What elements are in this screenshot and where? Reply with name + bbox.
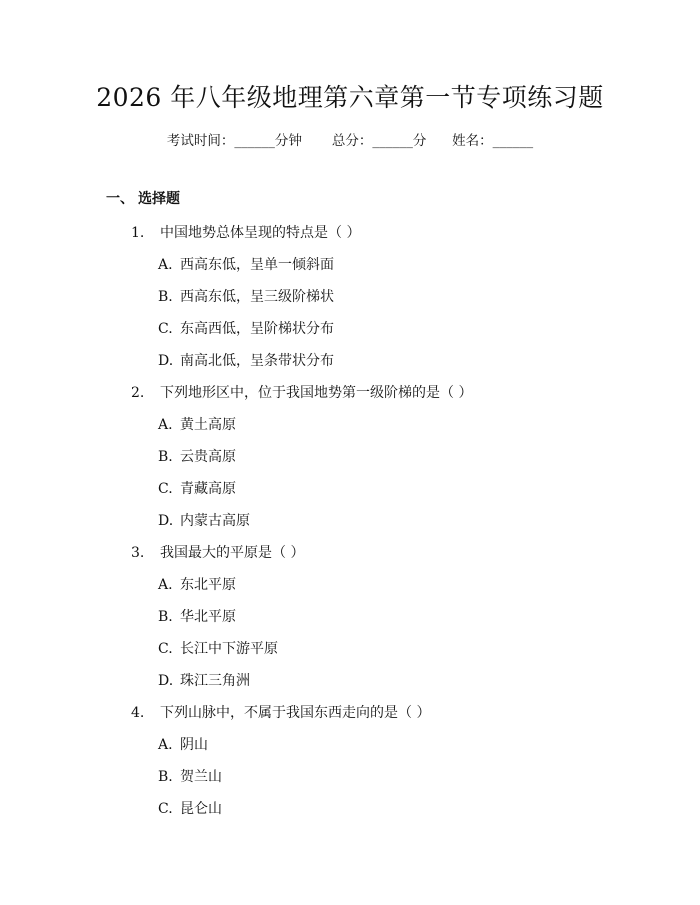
- question-stem: [0, 382, 700, 414]
- question-number: 4.: [131, 705, 145, 721]
- option-letter: B.: [158, 449, 173, 465]
- option-letter: B.: [158, 289, 173, 305]
- name-blank: ______: [492, 133, 534, 149]
- option-letter: A.: [158, 737, 173, 753]
- option-c: [0, 318, 700, 350]
- question-text: 下列地形区中，位于我国地势第一级阶梯的是（ ）: [160, 385, 473, 401]
- option-letter: C.: [158, 641, 173, 657]
- section-heading: [106, 188, 180, 210]
- option-a: [0, 414, 700, 446]
- option-letter: D.: [158, 513, 174, 529]
- option-b: [0, 766, 700, 798]
- time-unit: 分钟: [274, 133, 302, 149]
- option-text: 南高北低，呈条带状分布: [180, 353, 334, 369]
- question-stem: [0, 542, 700, 574]
- question-list: [0, 222, 700, 830]
- question-1: [0, 222, 700, 382]
- option-letter: D.: [158, 353, 174, 369]
- option-b: [0, 286, 700, 318]
- option-b: [0, 606, 700, 638]
- option-letter: B.: [158, 769, 173, 785]
- option-text: 西高东低，呈三级阶梯状: [180, 289, 334, 305]
- option-c: [0, 478, 700, 510]
- question-text: 下列山脉中，不属于我国东西走向的是（ ）: [160, 705, 431, 721]
- score-unit: 分: [412, 133, 427, 149]
- score-blank: ______: [372, 133, 413, 149]
- question-2: [0, 382, 700, 542]
- time-label: 考试时间：: [166, 133, 235, 149]
- option-text: 长江中下游平原: [180, 641, 278, 657]
- question-number: 1.: [131, 225, 145, 241]
- option-text: 贺兰山: [180, 769, 222, 785]
- option-letter: D.: [158, 673, 174, 689]
- option-text: 东高西低，呈阶梯状分布: [180, 321, 334, 337]
- document-title: 2026 年八年级地理第六章第一节专项练习题: [96, 83, 604, 112]
- question-stem: [0, 702, 700, 734]
- exam-info-line: [0, 130, 700, 152]
- name-label: 姓名：: [452, 133, 493, 149]
- option-text: 珠江三角洲: [180, 673, 250, 689]
- option-a: [0, 734, 700, 766]
- option-letter: A.: [158, 417, 173, 433]
- option-letter: A.: [158, 577, 173, 593]
- option-letter: B.: [158, 609, 173, 625]
- option-text: 华北平原: [180, 609, 236, 625]
- option-text: 阴山: [180, 737, 208, 753]
- option-text: 黄土高原: [180, 417, 236, 433]
- option-text: 内蒙古高原: [180, 513, 250, 529]
- option-b: [0, 446, 700, 478]
- option-letter: C.: [158, 321, 173, 337]
- question-4: [0, 702, 700, 830]
- option-text: 昆仑山: [180, 801, 222, 817]
- option-a: [0, 574, 700, 606]
- option-text: 西高东低，呈单一倾斜面: [180, 257, 334, 273]
- option-d: [0, 510, 700, 542]
- option-text: 青藏高原: [180, 481, 236, 497]
- time-blank: ______: [234, 133, 275, 149]
- score-label: 总分：: [331, 133, 373, 149]
- question-3: [0, 542, 700, 702]
- option-text: 云贵高原: [180, 449, 236, 465]
- question-text: 中国地势总体呈现的特点是（ ）: [160, 225, 361, 241]
- option-c: [0, 798, 700, 830]
- section-title: 选择题: [138, 191, 180, 207]
- question-text: 我国最大的平原是（ ）: [160, 545, 305, 561]
- question-number: 3.: [131, 545, 145, 561]
- option-a: [0, 254, 700, 286]
- option-text: 东北平原: [180, 577, 236, 593]
- option-letter: A.: [158, 257, 173, 273]
- option-d: [0, 350, 700, 382]
- option-letter: C.: [158, 481, 173, 497]
- option-letter: C.: [158, 801, 173, 817]
- section-number: 一、: [106, 191, 134, 207]
- question-stem: [0, 222, 700, 254]
- option-d: [0, 670, 700, 702]
- question-number: 2.: [131, 385, 145, 401]
- option-c: [0, 638, 700, 670]
